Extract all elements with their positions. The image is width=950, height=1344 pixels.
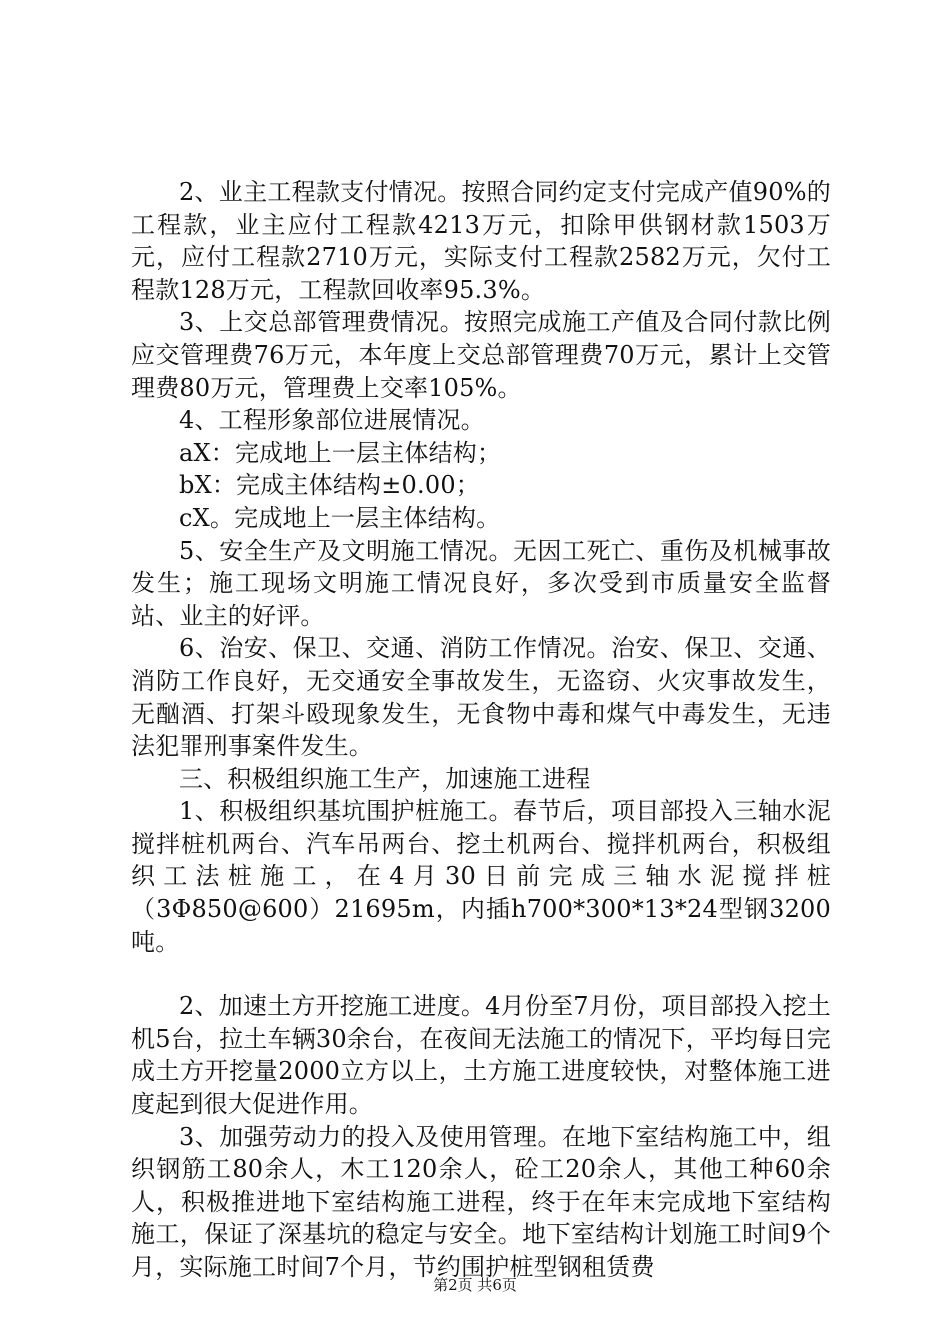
document-body	[131, 176, 831, 1284]
paragraph-security: 6、治安、保卫、交通、消防工作情况。治安、保卫、交通、消防工作良好，无交通安全事故发生，无盗窃、火灾事故发生，无酗酒、打架斗殴现象发生，无食物中毒和煤气中毒发生，无违法犯罪刑事案件发生。	[131, 634, 831, 761]
page-footer: 第2页 共6页	[433, 1276, 517, 1294]
paragraph-management-fee: 3、上交总部管理费情况。按照完成施工产值及合同付款比例应交管理费76万元，本年度上交总部管理费70万元，累计上交管理费80万元，管理费上交率105%。	[131, 308, 831, 402]
paragraph-progress-c: cX。完成地上一层主体结构。	[179, 503, 501, 532]
paragraph-progress-heading: 4、工程形象部位进展情况。	[179, 406, 485, 435]
section-heading-three: 三、积极组织施工生产，加速施工进程	[179, 764, 591, 793]
paragraph-progress-b: bX：完成主体结构±0.00；	[179, 471, 480, 500]
paragraph-pile-construction: 1、积极组织基坑围护桩施工。春节后，项目部投入三轴水泥搅拌桩机两台、汽车吊两台、挖土机两台、搅拌机两台，积极组织工法桩施工，在4月30日前完成三轴水泥搅拌桩（3Φ850@600）21695m，内插h700*300*13*24型钢3200吨。	[131, 797, 831, 956]
paragraph-progress-a: aX：完成地上一层主体结构；	[179, 438, 502, 467]
paragraph-labor: 3、加强劳动力的投入及使用管理。在地下室结构施工中，组织钢筋工80余人，木工120余人，砼工20余人，其他工种60余人，积极推进地下室结构施工进程，终于在年末完成地下室结构施工，保证了深基坑的稳定与安全。地下室结构计划施工时间9个月，实际施工时间7个月，节约围护桩型钢租赁费	[131, 1122, 831, 1281]
paragraph-earthwork: 2、加速土方开挖施工进度。4月份至7月份，项目部投入挖土机5台，拉土车辆30余台，在夜间无法施工的情况下，平均每日完成土方开挖量2000立方以上，土方施工进度较快，对整体施工进度起到很大促进作用。	[131, 992, 831, 1119]
paragraph-safety: 5、安全生产及文明施工情况。无因工死亡、重伤及机械事故发生；施工现场文明施工情况良好，多次受到市质量安全监督站、业主的好评。	[131, 536, 831, 630]
paragraph-owner-payment: 2、业主工程款支付情况。按照合同约定支付完成产值90%的工程款，业主应付工程款4213万元，扣除甲供钢材款1503万元，应付工程款2710万元，实际支付工程款2582万元，欠付工程款128万元，工程款回收率95.3%。	[131, 178, 831, 304]
